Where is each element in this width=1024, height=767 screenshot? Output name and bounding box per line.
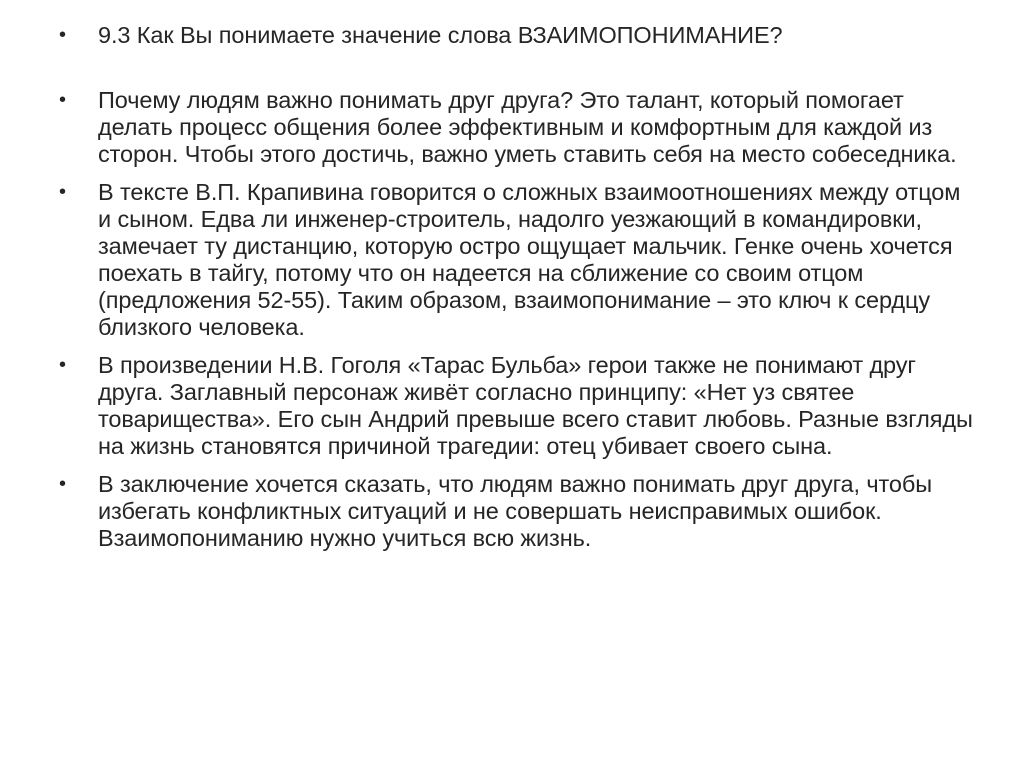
bullet-text: В произведении Н.В. Гоголя «Тарас Бульба» герои также не понимают друг друга. Заглавный персонаж живёт согласно принципу: «Нет уз святее товарищества». Его сын Андрий превыше всего ставит любовь. Разные взгляды на жизнь становятся причиной трагедии: отец убивает своего сына. [98, 352, 973, 459]
bullet-item-argument-2 [56, 352, 976, 460]
bullet-text: В тексте В.П. Крапивина говорится о сложных взаимоотношениях между отцом и сыном. Едва ли инженер-строитель, надолго уезжающий в командировки, замечает ту дистанцию, которую остро ощущает мальчик. Генке очень хочется поехать в тайгу, потому что он надеется на сближение со своим отцом (предложения 52-55). Таким образом, взаимопонимание – это ключ к сердцу близкого человека. [98, 179, 961, 340]
bullet-item-conclusion [56, 471, 976, 552]
bullet-icon: • [59, 181, 66, 203]
bullet-text: Почему людям важно понимать друг друга? Это талант, который помогает делать процесс общения более эффективным и комфортным для каждой из сторон. Чтобы этого достичь, важно уметь ставить себя на место собеседника. [98, 87, 957, 167]
bullet-item-thesis [56, 87, 976, 168]
bullet-text: В заключение хочется сказать, что людям важно понимать друг друга, чтобы избегать конфликтных ситуаций и не совершать неисправимых ошибок. Взаимопониманию нужно учиться всю жизнь. [98, 471, 933, 551]
bullet-icon: • [59, 354, 66, 376]
bullet-list [56, 22, 976, 552]
bullet-icon: • [59, 89, 66, 111]
bullet-item-argument-1 [56, 179, 976, 341]
bullet-icon: • [59, 473, 66, 495]
bullet-icon: • [59, 24, 66, 46]
question-heading [56, 22, 976, 49]
bullet-text: 9.3 Как Вы понимаете значение слова ВЗАИМОПОНИМАНИЕ? [98, 22, 783, 48]
